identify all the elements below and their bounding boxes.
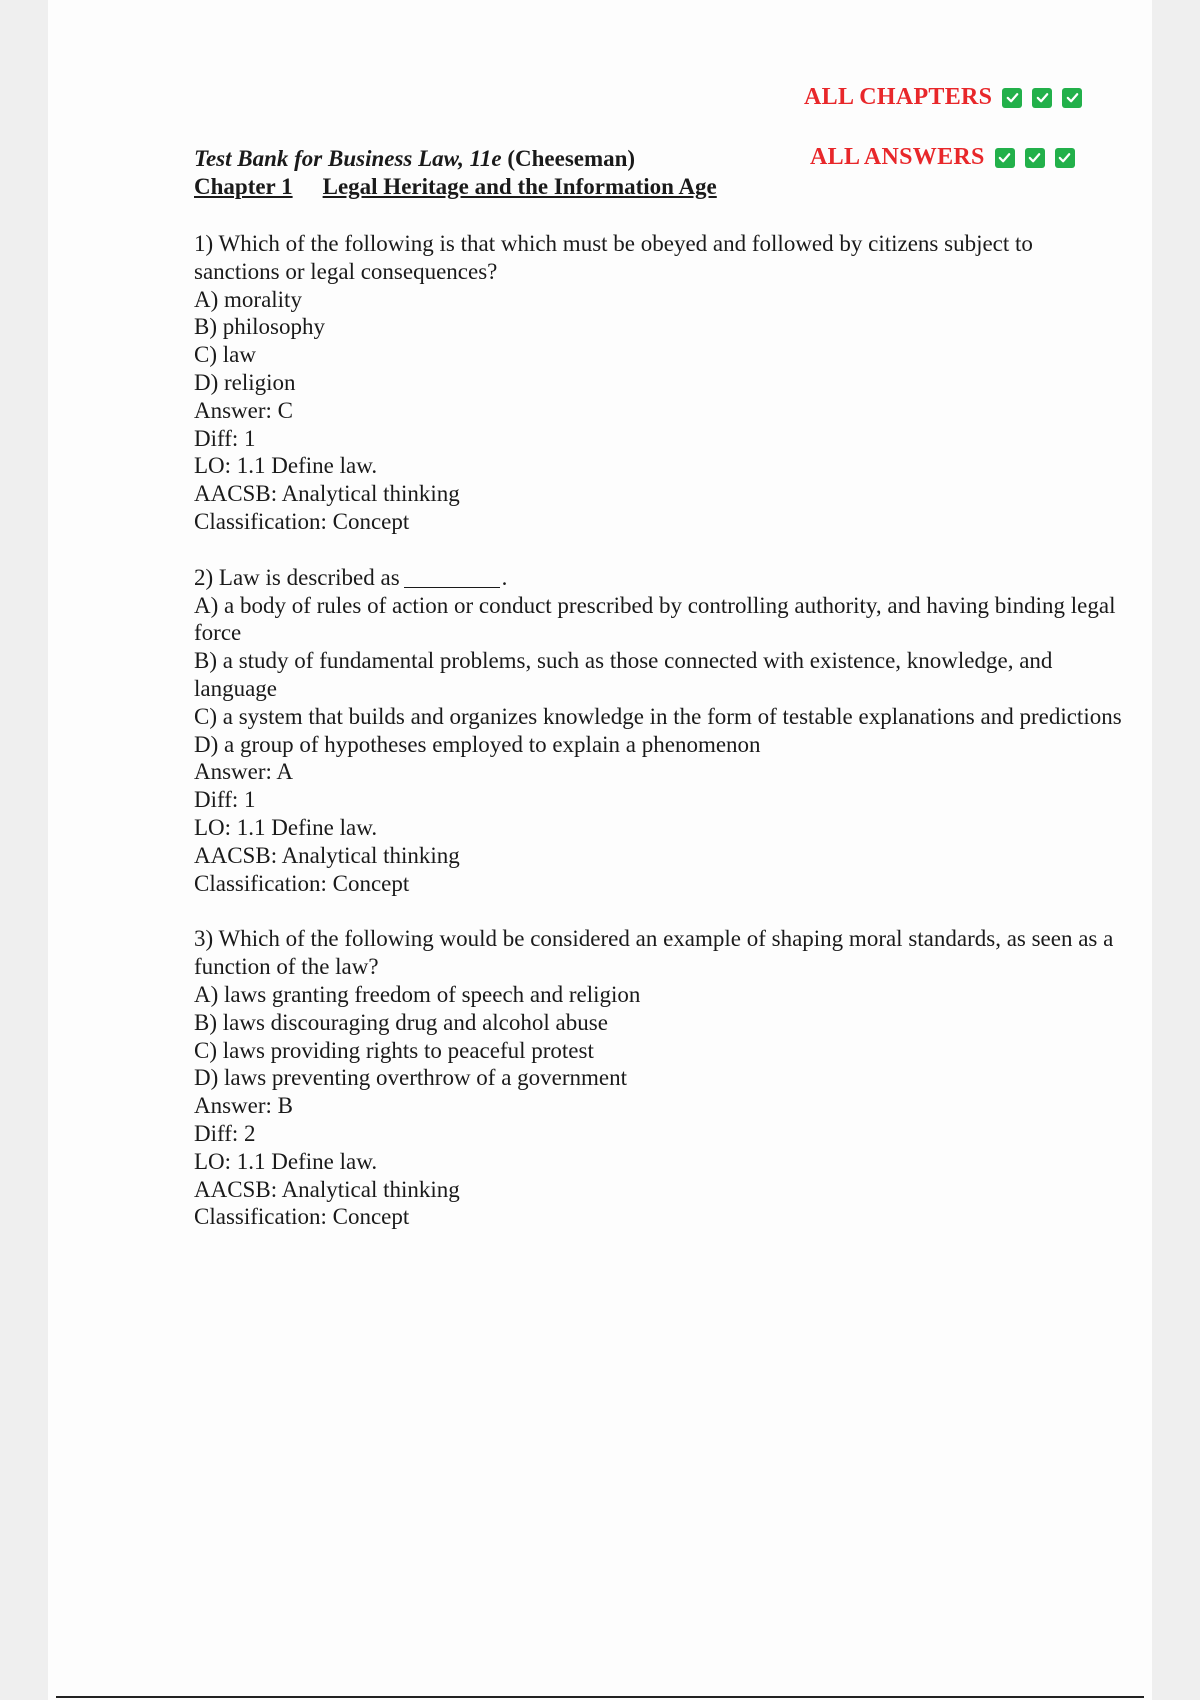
answer-line: Answer: C [194,397,294,423]
bottom-divider [56,1696,1144,1698]
check-mark-icon [1055,148,1075,168]
book-author: (Cheeseman) [501,146,636,171]
answer-line: Answer: B [194,1093,294,1119]
option-a: A) a body of rules of action or conduct prescribed by controlling authority, and having binding legal force [194,592,1116,646]
question-text: 3) Which of the following would be considered an example of shaping moral standards, as seen as a function of the law? [194,926,1114,980]
chapter-heading [194,173,717,201]
book-title: Test Bank for Business Law, 11e [194,146,502,171]
classification-line: Classification: Concept [194,870,410,896]
check-group [1002,88,1092,108]
difficulty-line: Diff: 2 [194,1120,256,1146]
question-3 [194,925,1124,1231]
option-d: D) a group of hypotheses employed to explain a phenomenon [194,731,761,757]
option-d: D) laws preventing overthrow of a government [194,1065,628,1091]
learning-objective-line: LO: 1.1 Define law. [194,453,378,479]
check-mark-icon [1062,88,1082,108]
all-answers-label: ALL ANSWERS [810,144,985,170]
question-text: 2) Law is described as . [194,564,508,590]
option-c: C) laws providing rights to peaceful protest [194,1037,594,1063]
check-mark-icon [995,148,1015,168]
option-a: A) laws granting freedom of speech and religion [194,981,641,1007]
document-title [194,145,717,173]
all-chapters-badge [804,84,1092,111]
check-mark-icon [1002,88,1022,108]
difficulty-line: Diff: 1 [194,425,256,451]
option-c: C) law [194,342,256,368]
chapter-title: Legal Heritage and the Information Age [322,174,717,199]
fill-in-blank [404,567,500,588]
all-answers-badge [810,144,1085,171]
chapter-number: Chapter 1 [194,174,293,199]
option-a: A) morality [194,286,302,312]
difficulty-line: Diff: 1 [194,787,256,813]
option-d: D) religion [194,369,296,395]
option-b: B) laws discouraging drug and alcohol abuse [194,1009,608,1035]
learning-objective-line: LO: 1.1 Define law. [194,1148,378,1174]
question-list [194,230,1124,1259]
check-mark-icon [1025,148,1045,168]
check-mark-icon [1032,88,1052,108]
all-chapters-label: ALL CHAPTERS [804,84,993,110]
option-b: B) philosophy [194,314,325,340]
question-1 [194,230,1124,536]
option-c: C) a system that builds and organizes knowledge in the form of testable explanations and predictions [194,703,1122,729]
aacsb-line: AACSB: Analytical thinking [194,481,460,507]
option-b: B) a study of fundamental problems, such as those connected with existence, knowledge, and language [194,648,1053,701]
aacsb-line: AACSB: Analytical thinking [194,842,460,868]
aacsb-line: AACSB: Analytical thinking [194,1176,460,1202]
classification-line: Classification: Concept [194,1204,410,1230]
learning-objective-line: LO: 1.1 Define law. [194,814,378,840]
question-text: 1) Which of the following is that which must be obeyed and followed by citizens subject to sanctions or legal consequences? [194,231,1033,284]
question-2 [194,564,1124,898]
answer-line: Answer: A [194,759,294,785]
document-header [194,145,717,201]
document-page [48,0,1152,1700]
classification-line: Classification: Concept [194,508,410,534]
check-group [995,148,1085,168]
